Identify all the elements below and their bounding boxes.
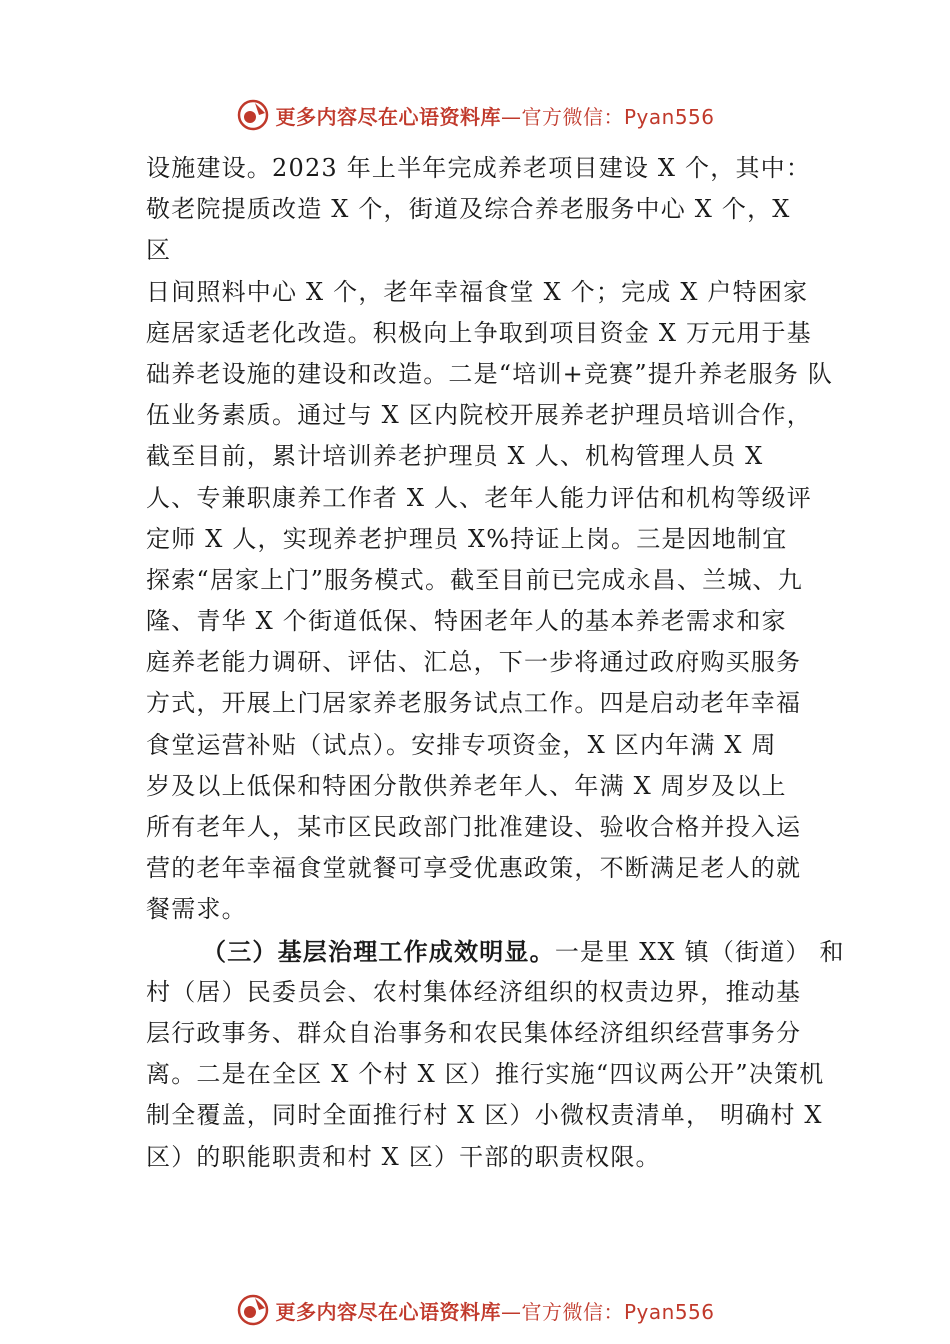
- section-3-first-rest: 一是里 XX 镇（街道） 和: [554, 937, 845, 966]
- body-line: 伍业务素质。通过与 X 区内院校开展养老护理员培训合作，: [146, 401, 812, 430]
- section-3-heading: （三）基层治理工作成效明显。: [202, 936, 555, 966]
- footer-banner: [0, 1290, 950, 1330]
- body-line: 营的老年幸福食堂就餐可享受优惠政策，不断满足老人的就: [146, 854, 802, 883]
- footer-watermark-text: [275, 1296, 714, 1325]
- body-line: 隆、青华 X 个街道低保、特困老年人的基本养老需求和家: [146, 607, 787, 636]
- body-line: 础养老设施的建设和改造。二是“培训+竞赛”提升养老服务 队: [146, 359, 834, 388]
- body-line: 敬老院提质改造 X 个，街道及综合养老服务中心 X 个，X: [146, 195, 791, 224]
- body-line: 区）的职能职责和村 X 区）干部的职责权限。: [146, 1142, 661, 1171]
- header-watermark-text: [275, 101, 714, 130]
- body-line: 庭养老能力调研、评估、汇总，下一步将通过政府购买服务: [146, 648, 802, 677]
- body-line: 截至目前，累计培训养老护理员 X 人、机构管理人员 X: [146, 442, 764, 471]
- footer-sep: —官方微信：: [500, 1299, 624, 1324]
- brand-logo-icon: [235, 97, 271, 133]
- document-body: [146, 148, 845, 1178]
- body-line: 庭居家适老化改造。积极向上争取到项目资金 X 万元用于基: [146, 318, 812, 347]
- body-line: 离。二是在全区 X 个村 X 区）推行实施“四议两公开”决策机: [146, 1060, 825, 1089]
- footer-handle: Pyan556: [623, 1299, 715, 1324]
- brand-logo-icon: [235, 1292, 271, 1328]
- body-line: 所有老年人，某市区民政部门批准建设、验收合格并投入运: [146, 813, 802, 841]
- body-line: 日间照料中心 X 个，老年幸福食堂 X 个；完成 X 户特困家: [146, 277, 809, 306]
- body-line: 村（居）民委员会、农村集体经济组织的权责边界，推动基: [146, 977, 802, 1006]
- body-line: 区: [146, 236, 172, 265]
- section-3-first-line: [146, 931, 845, 972]
- footer-brand: 更多内容尽在心语资料库: [275, 1299, 501, 1324]
- body-line: 定师 X 人，实现养老护理员 X%持证上岗。三是因地制宜: [146, 524, 788, 553]
- body-line: 餐需求。: [146, 895, 247, 924]
- body-line: 方式，开展上门居家养老服务试点工作。四是启动老年幸福: [146, 689, 802, 718]
- body-line: 岁及以上低保和特困分散供养老年人、年满 X 周岁及以上: [146, 771, 787, 800]
- body-line: 层行政事务、群众自治事务和农民集体经济组织经营事务分: [146, 1018, 802, 1047]
- body-line: 食堂运营补贴（试点）。安排专项资金，X 区内年满 X 周: [146, 730, 777, 759]
- header-handle: Pyan556: [623, 104, 715, 129]
- body-line: 人、专兼职康养工作者 X 人、老年人能力评估和机构等级评: [146, 483, 812, 512]
- header-banner: [0, 95, 950, 135]
- body-line: 制全覆盖，同时全面推行村 X 区）小微权责清单， 明确村 X: [146, 1101, 823, 1130]
- body-line: 探索“居家上门”服务模式。截至目前已完成永昌、兰城、九: [146, 565, 803, 594]
- header-brand: 更多内容尽在心语资料库: [275, 104, 501, 129]
- body-line: 设施建设。2023 年上半年完成养老项目建设 X 个，其中：: [146, 154, 812, 182]
- header-sep: —官方微信：: [500, 104, 624, 129]
